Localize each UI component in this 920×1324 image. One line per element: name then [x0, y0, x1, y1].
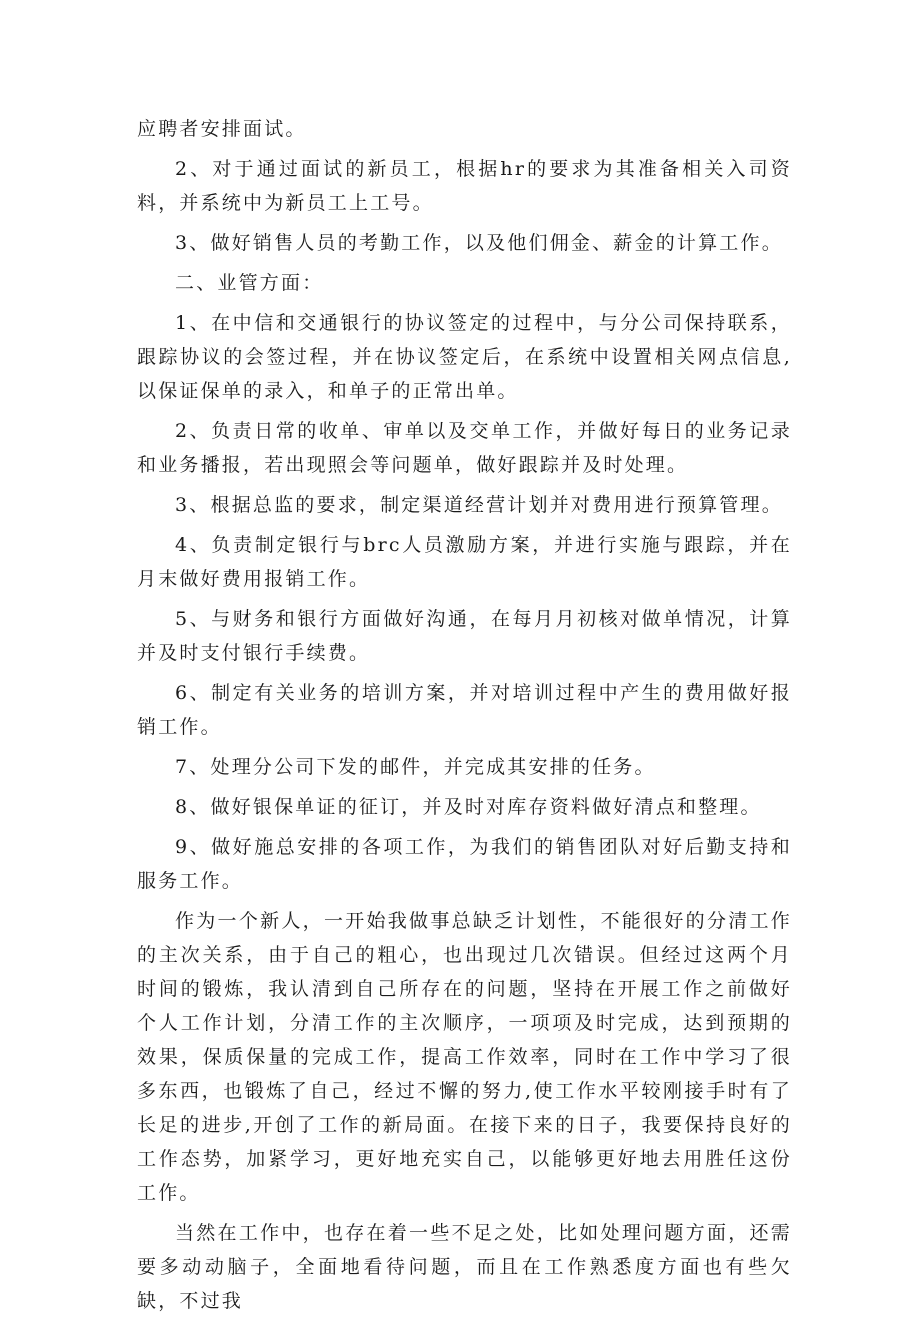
paragraph-7: 4、负责制定银行与brc人员激励方案，并进行实施与跟踪，并在月末做好费用报销工作。 [137, 534, 792, 590]
paragraph-12: 9、做好施总安排的各项工作，为我们的销售团队对好后勤支持和服务工作。 [137, 836, 792, 892]
paragraph-1: 2、对于通过面试的新员工，根据hr的要求为其准备相关入司资料，并系统中为新员工上工号。 [137, 158, 792, 214]
paragraph-10: 7、处理分公司下发的邮件，并完成其安排的任务。 [175, 756, 656, 778]
paragraph-4: 1、在中信和交通银行的协议签定的过程中，与分公司保持联系，跟踪协议的会签过程，并在协议签定后，在系统中设置相关网点信息,以保证保单的录入，和单子的正常出单。 [137, 312, 792, 402]
paragraph-0: 应聘者安排面试。 [137, 118, 307, 140]
paragraph-13: 作为一个新人，一开始我做事总缺乏计划性，不能很好的分清工作的主次关系，由于自己的粗心，也出现过几次错误。但经过这两个月时间的锻炼，我认清到自己所存在的问题，坚持在开展工作之前做好个人工作计划，分清工作的主次顺序，一项项及时完成，达到预期的效果，保质保量的完成工作，提高工作效率，同时在工作中学习了很多东西，也锻炼了自己，经过不懈的努力,使工作水平较刚接手时有了长足的进步,开创了工作的新局面。在接下来的日子，我要保持良好的工作态势，加紧学习，更好地充实自己，以能够更好地去用胜任这份工作。 [137, 910, 792, 1204]
paragraph-11: 8、做好银保单证的征订，并及时对库存资料做好清点和整理。 [175, 796, 762, 818]
paragraph-6: 3、根据总监的要求，制定渠道经营计划并对费用进行预算管理。 [175, 494, 783, 516]
document-body [137, 112, 792, 1324]
paragraph-14: 当然在工作中，也存在着一些不足之处，比如处理问题方面，还需要多动动脑子，全面地看待问题，而且在工作熟悉度方面也有些欠缺，不过我 [137, 1222, 792, 1312]
paragraph-8: 5、与财务和银行方面做好沟通，在每月月初核对做单情况，计算并及时支付银行手续费。 [137, 608, 792, 664]
paragraph-9: 6、制定有关业务的培训方案，并对培训过程中产生的费用做好报销工作。 [137, 682, 792, 738]
paragraph-2: 3、做好销售人员的考勤工作，以及他们佣金、薪金的计算工作。 [175, 232, 783, 254]
paragraph-5: 2、负责日常的收单、审单以及交单工作，并做好每日的业务记录和业务播报，若出现照会等问题单，做好跟踪并及时处理。 [137, 420, 792, 476]
section-heading-business: 二、业管方面： [175, 272, 324, 294]
